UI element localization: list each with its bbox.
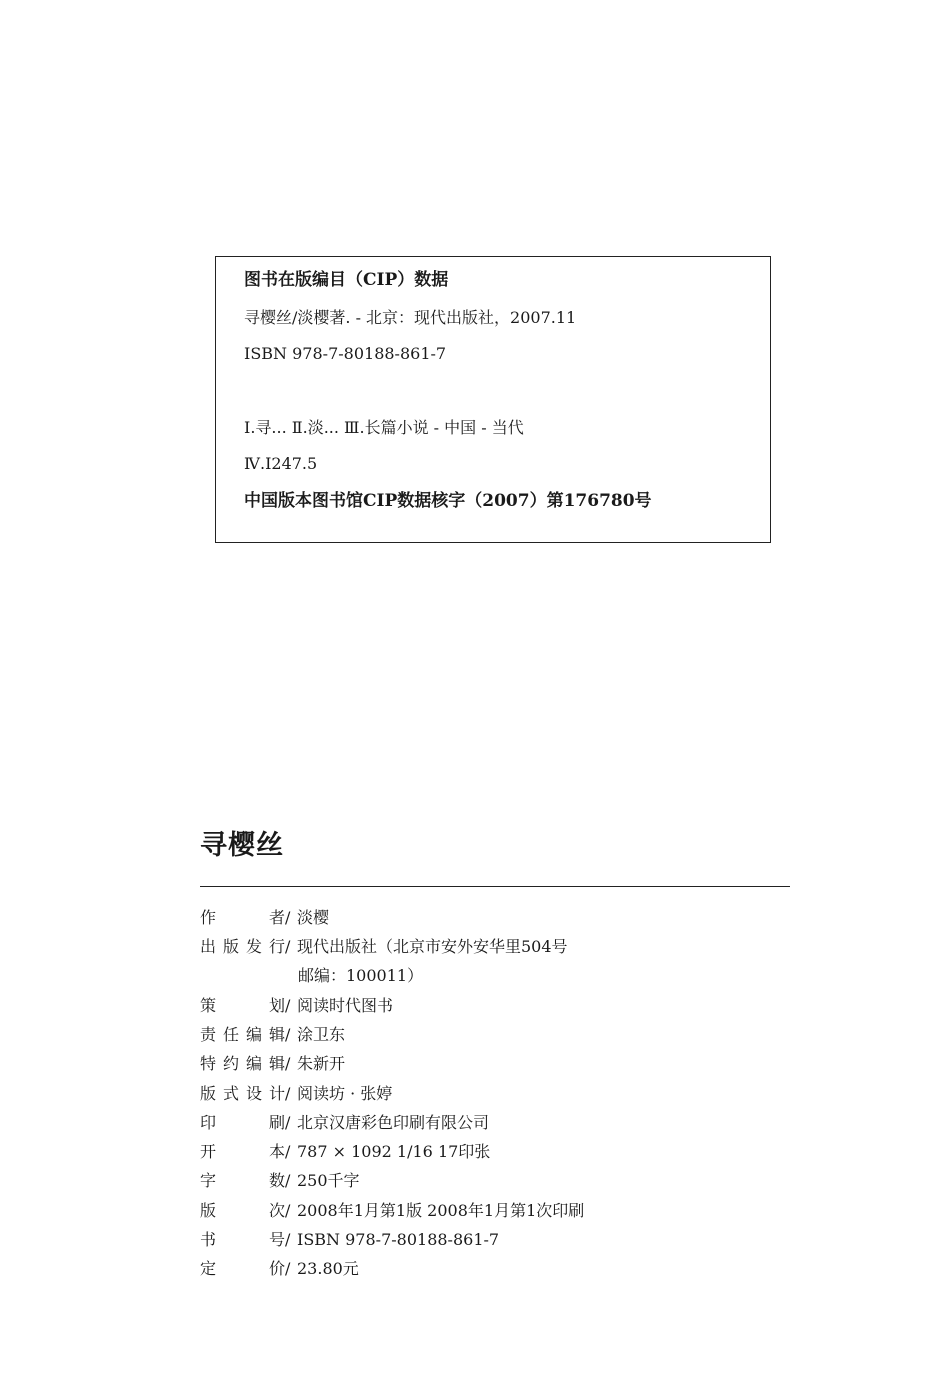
info-value: 北京汉唐彩色印刷有限公司: [297, 1113, 490, 1132]
info-value: 阅读坊 · 张婷: [297, 1084, 393, 1103]
cip-subject-terms: Ⅰ.寻... Ⅱ.淡... Ⅲ.长篇小说 - 中国 - 当代: [244, 418, 524, 437]
info-slash: /: [285, 1201, 291, 1220]
cip-data-box: [215, 256, 771, 543]
info-label: 特约编辑: [200, 1054, 285, 1073]
info-label: 开本: [200, 1142, 285, 1161]
info-row-planning: [200, 994, 393, 1018]
info-row-isbn: [200, 1228, 499, 1252]
info-publisher-postcode: 邮编：100011）: [298, 966, 424, 985]
info-label: 书号: [200, 1230, 285, 1249]
info-slash: /: [285, 1113, 291, 1132]
book-title: 寻樱丝: [200, 830, 284, 861]
info-row-price: [200, 1257, 359, 1281]
info-label: 字数: [200, 1171, 285, 1190]
info-value: 现代出版社（北京市安外安华里504号: [297, 937, 568, 956]
info-value: ISBN 978-7-80188-861-7: [297, 1230, 500, 1249]
info-slash: /: [285, 1084, 291, 1103]
info-label: 定价: [200, 1259, 285, 1278]
info-row-printing: [200, 1111, 489, 1135]
info-label: 版次: [200, 1201, 285, 1220]
info-label: 策划: [200, 996, 285, 1015]
info-label: 出版发行: [200, 937, 285, 956]
divider-rule: [200, 886, 790, 887]
info-row-word-count: [200, 1169, 360, 1193]
info-row-format: [200, 1140, 490, 1164]
info-row-author: [200, 906, 329, 930]
info-value: 涂卫东: [297, 1025, 346, 1044]
info-row-edition: [200, 1199, 584, 1223]
info-row-publisher: [200, 935, 568, 959]
cip-classification: Ⅳ.I247.5: [244, 454, 318, 473]
info-label: 印刷: [200, 1113, 285, 1132]
info-value: 朱新开: [297, 1054, 346, 1073]
info-value: 250千字: [297, 1171, 360, 1190]
info-row-editor: [200, 1023, 345, 1047]
info-label: 版式设计: [200, 1084, 285, 1103]
info-slash: /: [285, 1054, 291, 1073]
info-slash: /: [285, 1230, 291, 1249]
cip-isbn: ISBN 978-7-80188-861-7: [244, 344, 447, 363]
info-slash: /: [285, 908, 291, 927]
info-slash: /: [285, 1025, 291, 1044]
info-slash: /: [285, 996, 291, 1015]
info-value: 787 × 1092 1/16 17印张: [297, 1142, 491, 1161]
info-slash: /: [285, 1171, 291, 1190]
info-value: 23.80元: [297, 1259, 359, 1278]
info-row-layout-design: [200, 1082, 392, 1106]
info-row-special-editor: [200, 1052, 345, 1076]
cip-title: 图书在版编目（CIP）数据: [244, 270, 449, 290]
cip-record-number: 中国版本图书馆CIP数据核字（2007）第176780号: [244, 491, 652, 511]
info-value: 2008年1月第1版 2008年1月第1次印刷: [297, 1201, 585, 1220]
info-slash: /: [285, 937, 291, 956]
cip-bibliographic-line: 寻樱丝/淡樱著. - 北京：现代出版社，2007.11: [244, 308, 577, 327]
info-label: 责任编辑: [200, 1025, 285, 1044]
info-slash: /: [285, 1142, 291, 1161]
info-label: 作者: [200, 908, 285, 927]
info-slash: /: [285, 1259, 291, 1278]
info-value: 淡樱: [297, 908, 330, 927]
info-value: 阅读时代图书: [297, 996, 394, 1015]
